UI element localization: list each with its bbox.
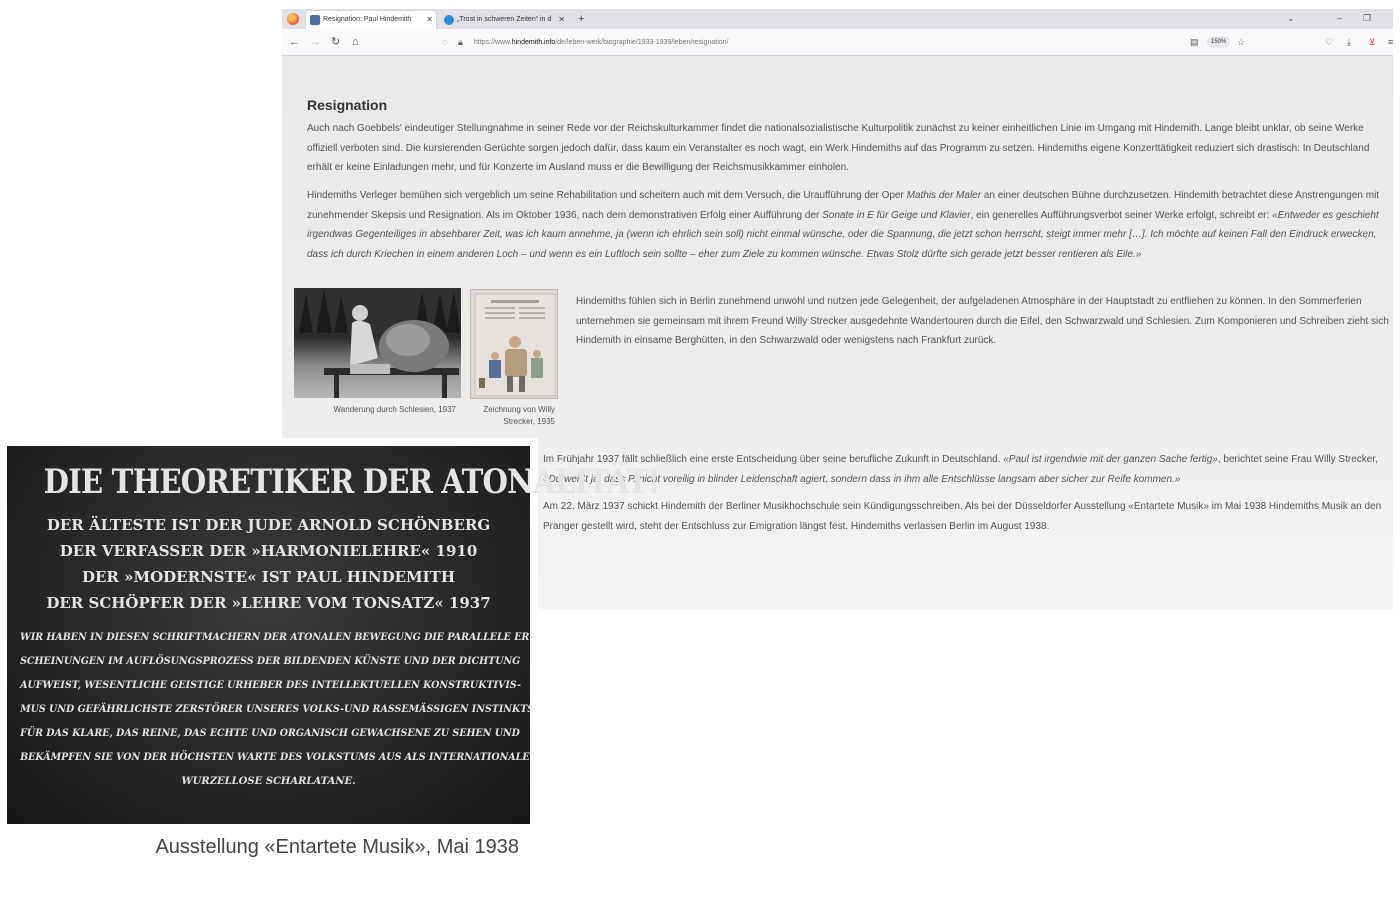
paragraph-2 [307,186,1389,264]
wordpress-icon [444,15,454,25]
star-icon[interactable]: ☆ [1237,37,1246,47]
url-path: /de/leben-werk/biographie/1933-1939/leben/resignation/ [555,39,729,46]
exhibition-sign-photo[interactable] [7,446,660,824]
reload-icon[interactable]: ↻ [331,36,341,48]
p4-quote-1: «Paul ist irgendwie mit der ganzen Sache fertig» [1003,454,1218,465]
reader-view-icon[interactable]: ▤ [1190,37,1199,47]
tab-title: „Trost in schweren Zeiten“ in d [457,16,552,23]
paragraph-4 [543,450,1390,489]
caption-hiking: Wanderung durch Schlesien, 1937 [333,405,456,414]
exhibition-overlay [0,438,660,862]
close-icon[interactable]: ✕ [426,15,433,24]
shield-icon[interactable]: ◌ [442,37,448,47]
p2-text-e: , ein generelles Aufführungsverbot seiner Werke erfolgt, schreibt er: [970,209,1273,221]
tab-bar [282,9,1393,29]
p2-text-c: an einer deutschen Bühne durchzusetzen. Hindemith betrachtet diese Anstrengungen mit zunehmender Skepsis und Resignation. Als im Oktober 1936, nach dem demonstrativen Erfolg einer Aufführung der [307,190,1380,221]
site-favicon-icon [310,15,320,25]
sign-small-1: WIR HABEN IN DIESEN SCHRIFTMACHERN DER ATONALEN BEWEGUNG DIE PARALLELE ER- [20,632,534,643]
sign-small-7: WURZELLOSE SCHARLATANE. [181,776,356,787]
hiking-photo-graphic [294,288,461,398]
back-arrow-icon[interactable]: ← [289,36,300,48]
strecker-drawing[interactable] [470,289,558,399]
sign-small-4: MUS UND GEFÄHRLICHSTE ZERSTÖRER UNSERES VOLKS-UND RASSEMÄSSIGEN INSTINKTS [20,704,535,715]
sign-headline: DIE THEORETIKER DER ATONALITÄT! [43,462,660,502]
sign-small-2: SCHEINUNGEN IM AUFLÖSUNGSPROZESS DER BILDENDEN KÜNSTE UND DER DICHTUNG [20,656,521,667]
p4-quote-2: «Du weißt ja, dass P. nicht voreilig in blinder Leidenschaft agiert, sondern dass in ihm alle Entschlüsse langsam aber sicher zur Reife kommen.» [543,473,1181,485]
page-title: Resignation [307,97,388,113]
minimize-icon[interactable]: – [1337,13,1343,23]
url-prefix: https://www. [474,39,512,46]
sign-line-2: DER VERFASSER DER »HARMONIELEHRE« 1910 [59,542,478,560]
forward-arrow-icon[interactable]: → [310,36,321,48]
lock-icon[interactable]: 🔒︎ [458,37,463,47]
restore-icon[interactable]: ❐ [1363,13,1372,23]
sign-line-4: DER SCHÖPFER DER »LEHRE VOM TONSATZ« 1937 [46,594,491,612]
tab-trost[interactable] [440,11,568,29]
hiking-photo[interactable] [294,288,461,398]
p4-text-a: Im Frühjahr 1937 fällt schließlich eine erste Entscheidung über seine berufliche Zukunft in Deutschland. [543,454,1004,465]
close-icon[interactable]: ✕ [558,15,565,24]
caption-drawing: Zeichnung von Willy Strecker, 1935 [483,405,555,426]
url-bar[interactable] [474,34,1174,51]
p2-sonata-title: Sonate in E für Geige und Klavier [822,209,971,221]
menu-icon[interactable]: ≡ [1388,37,1394,47]
list-tabs-icon[interactable]: ⌄ [1287,13,1295,23]
sign-line-3: DER »MODERNSTE« IST PAUL HINDEMITH [81,568,456,586]
sign-small-3: AUFWEIST, WESENTLICHE GEISTIGE URHEBER DES INTELLEKTUELLEN KONSTRUKTIVIS- [20,680,521,691]
sign-small-6: BEKÄMPFEN SIE VON DER HÖCHSTEN WARTE DES VOLKSTUMS AUS ALS INTERNATIONALE [20,752,530,763]
home-icon[interactable]: ⌂ [352,36,359,48]
download-icon[interactable]: ⤓ [1347,37,1351,47]
paragraph-1: Auch nach Goebbels' eindeutiger Stellungnahme in seiner Rede vor der Reichskulturkammer findet die nationalsozialistische Kulturpolitik zunächst zu keiner einheitlichen Linie im Umgang mit Hindemith. Lange bleibt unklar, ob seine Werke offiziell verboten sind. Die kursierenden Gerüchte sorgen jedoch dafür, dass kaum ein Veranstalter es noch wagt, ein Werk Hindemiths auf das Programm zu setzen. Hindemiths eigene Konzerttätigkeit reduziert sich drastisch: In Deutschland erhält er keine Einladungen mehr, und für Konzerte im Ausland muss er die Bewilligung der Reichsmusikkammer einholen. [307,123,1370,173]
navigation-bar [282,29,1393,56]
p2-opera-title: Mathis der Maler [906,190,982,201]
tab-resignation[interactable] [306,11,436,29]
zoom-badge[interactable]: 150% [1207,36,1230,48]
strecker-drawing-graphic [471,290,559,400]
firefox-icon[interactable] [287,13,299,25]
sign-small-5: FÜR DAS KLARE, DAS REINE, DAS ECHTE UND ORGANISCH GEWACHSENE ZU SEHEN UND [20,728,520,739]
paragraph-3: Hindemiths fühlen sich in Berlin zunehmend unwohl und nutzen jede Gelegenheit, der aufgeladenen Atmosphäre in der Hauptstadt zu entfliehen zu können. In den Sommerferien unternehmen sie gemeinsam mit ihrem Freund Willy Strecker ausgedehnte Wandertouren durch die Eifel, den Schwarzwald und Schlesien. Zum Komponieren und Schreiben zieht sich Hindemith in einsame Berghütten, in den Schwarzwald oder wenigstens nach Frankfurt zurück. [576,296,1389,346]
p2-quote: «Entweder es geschieht irgendwas Gegenteiliges in absehbarer Zeit, was ich kaum annehme, ja (wenn ich ehrlich sein soll) nicht einmal wünsche, oder die Spannung, die jetzt schon herrscht, steigt immer mehr […]. Ich möchte auf keinen Fall den Eindruck erwecken, dass ich durch Kriechen in einem anderen Loch – und wenn es ein Luftloch sein sollte – eher zum Ziele zu kommen wünsche. Etwas Stolz dürfte sich gerade jetzt besser rentieren als Eile.» [307,209,1379,260]
tab-title: Resignation: Paul Hindemith [323,16,412,23]
p4-text-c: , berichtet seine Frau Willy Strecker, [1217,454,1378,465]
sign-line-1: DER ÄLTESTE IST DER JUDE ARNOLD SCHÖNBERG [46,516,491,534]
exhibition-caption: Ausstellung «Entartete Musik», Mai 1938 [155,836,519,858]
paragraph-5: Am 22. März 1937 schickt Hindemith der Berliner Musikhochschule sein Kündigungsschreiben. Als bei der Düsseldorfer Ausstellung «Entartete Musik» im Mai 1938 Hindemiths Musik an den Pranger gestellt wird, steht der Entschluss zur Emigration längst fest. Hindemiths verlassen Berlin im August 1938. [543,501,1382,532]
new-tab-button[interactable]: + [578,13,585,25]
url-host: hindemith.info [511,39,556,46]
p2-text-a: Hindemiths Verleger bemühen sich vergeblich um seine Rehabilitation und scheitern auch mit dem Versuch, die Uraufführung der Oper [307,190,907,201]
pocket-icon[interactable]: ♡ [1325,37,1334,47]
extension-icon[interactable]: ⊻ [1369,37,1376,47]
